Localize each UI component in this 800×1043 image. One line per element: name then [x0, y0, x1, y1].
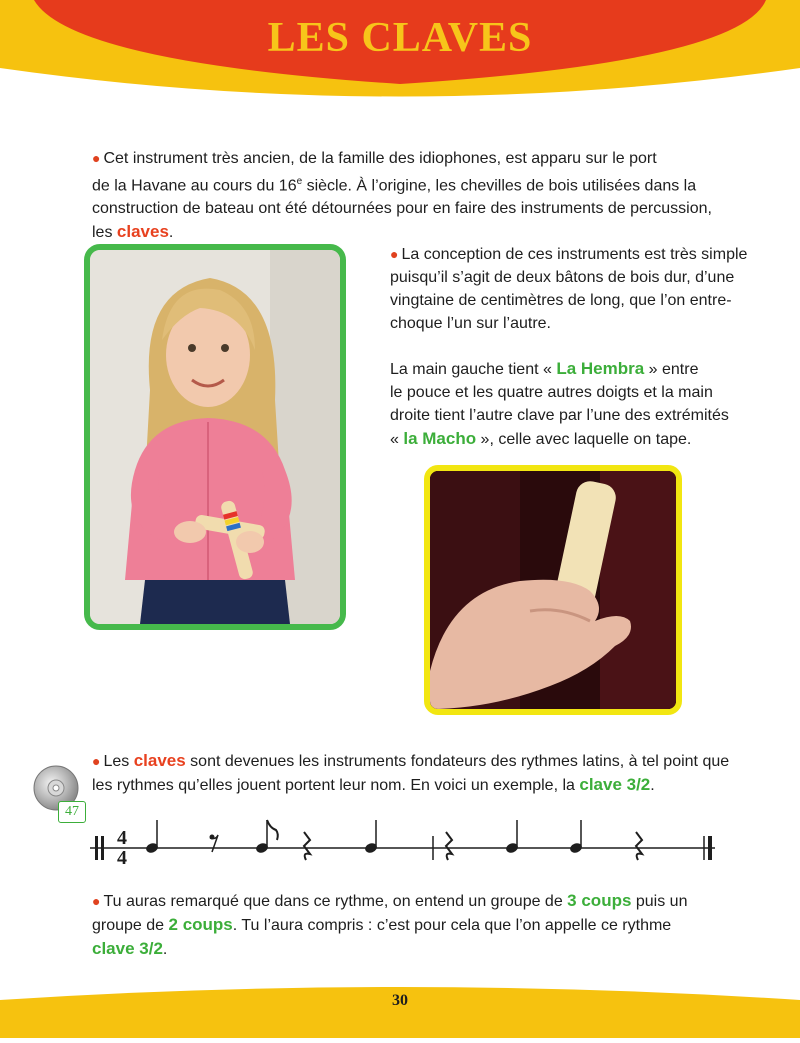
keyword-la-hembra: La Hembra — [556, 359, 645, 378]
conception-paragraph: ● La conception de ces instruments est très simple puisqu’il s’agit de deux bâtons de bois dur, d’une vingtaine de centimètres de long, que l’on entre- choque l’un sur l’autre. — [390, 246, 748, 332]
quarter-rest — [636, 832, 642, 860]
quarter-note — [569, 820, 583, 854]
hands-paragraph: La main gauche tient « La Hembra » entre le pouce et les quatre autres doigts et la main droite tient l’autre clave par l’une des extrémités « la Macho », celle avec laquelle on tape. — [390, 359, 729, 448]
eighth-note — [255, 820, 278, 854]
keyword-claves: claves — [133, 751, 186, 770]
quarter-note — [505, 820, 519, 854]
start-barline — [95, 836, 98, 860]
intro-paragraph: ● Cet instrument très ancien, de la famille des idiophones, est apparu sur le port de la Havane au cours du 16e siècle. À l’origine, les chevilles de bois utilisées dans la construction de bateau ont été détournées pour en faire des instruments de percussion, les claves. — [92, 150, 712, 242]
time-signature-top: 4 — [117, 827, 127, 849]
time-signature-bottom: 4 — [117, 847, 127, 869]
eighth-rest — [210, 835, 219, 853]
keyword-2-coups: 2 coups — [168, 915, 233, 934]
page-number: 30 — [392, 992, 408, 1009]
quarter-note — [364, 820, 378, 854]
photo-girl-playing-claves — [84, 244, 346, 630]
quarter-rest — [304, 832, 310, 860]
bullet-icon: ● — [92, 150, 101, 166]
page-header — [0, 0, 800, 120]
remark-paragraph: ● Tu auras remarqué que dans ce rythme, on entend un groupe de 3 coups puis un groupe de 2 coups. Tu l’aura compris : c’est pour cela que l’on appelle ce rythme clave 3/2. — [92, 891, 688, 958]
rhythms-paragraph: ● Les claves sont devenues les instruments fondateurs des rythmes latins, à tel point que les rythmes qu’elles jouent portent leur nom. En voici un exemple, la clave 3/2. — [92, 751, 730, 794]
quarter-rest — [446, 832, 452, 860]
keyword-3-coups: 3 coups — [567, 891, 632, 910]
bullet-icon: ● — [92, 893, 101, 909]
keyword-clave-3-2: clave 3/2 — [92, 939, 163, 958]
bullet-icon: ● — [390, 246, 399, 262]
bullet-icon: ● — [92, 753, 101, 769]
quarter-note — [145, 820, 159, 854]
photo-hand-holding-clave — [424, 465, 682, 715]
keyword-clave-3-2: clave 3/2 — [579, 775, 651, 794]
rhythm-staff — [90, 818, 730, 878]
keyword-claves: claves — [116, 222, 169, 242]
cd-track-number: 47 — [58, 801, 86, 823]
keyword-la-macho: la Macho — [403, 429, 477, 448]
page-title: LES CLAVES — [267, 15, 533, 61]
